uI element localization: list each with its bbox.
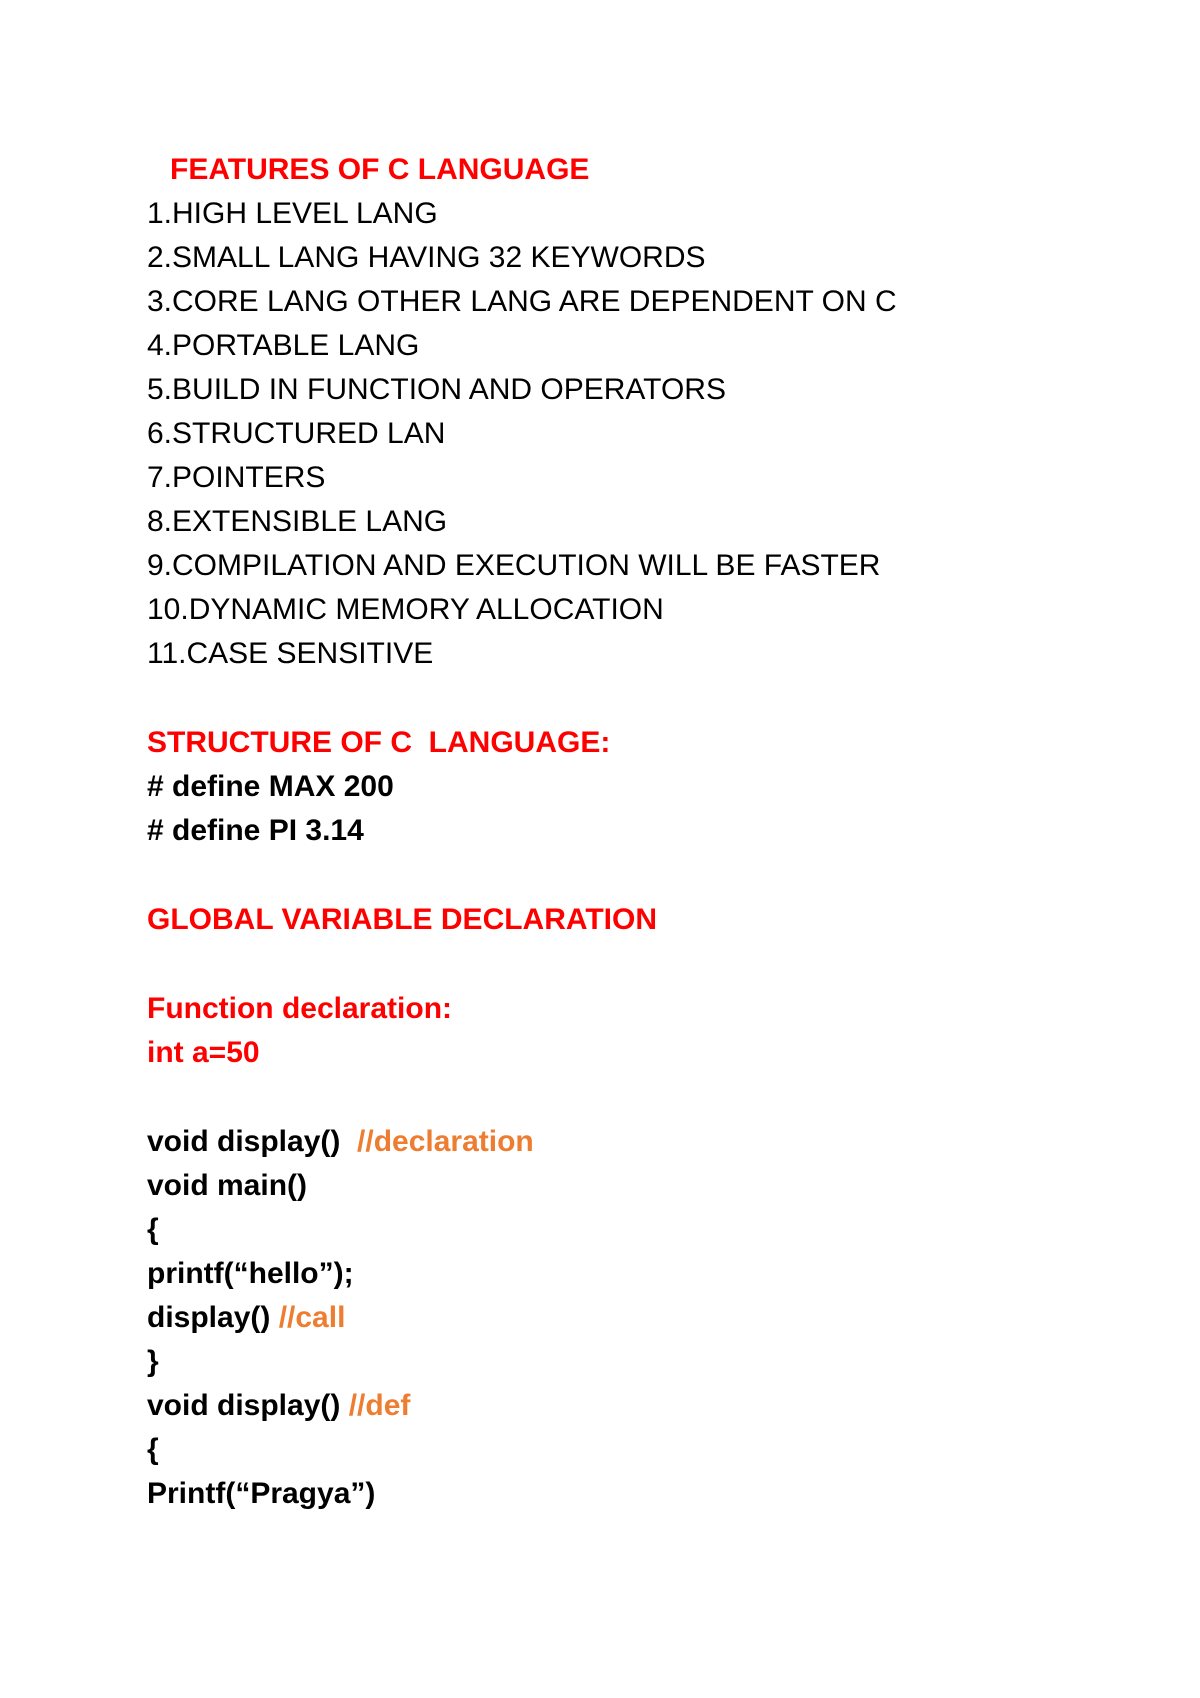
feature-item-3: 3.CORE LANG OTHER LANG ARE DEPENDENT ON C	[147, 285, 897, 318]
code-line-printf-hello: printf(“hello”);	[147, 1257, 354, 1290]
feature-item-4: 4.PORTABLE LANG	[147, 329, 420, 362]
function-declaration-heading: Function declaration:	[147, 992, 453, 1025]
feature-item-2: 2.SMALL LANG HAVING 32 KEYWORDS	[147, 241, 706, 274]
code-text: void display()	[147, 1125, 358, 1158]
code-comment: //declaration	[357, 1125, 534, 1158]
code-comment: //def	[348, 1389, 411, 1422]
code-line-main: void main()	[147, 1169, 308, 1202]
code-comment: //call	[278, 1301, 346, 1334]
define-max-line: # define MAX 200	[147, 770, 394, 803]
feature-item-6: 6.STRUCTURED LAN	[147, 417, 446, 450]
code-line-open-brace-2: {	[147, 1433, 159, 1466]
features-title: FEATURES OF C LANGUAGE	[170, 153, 590, 186]
structure-title: STRUCTURE OF C LANGUAGE:	[147, 726, 611, 759]
code-line-printf-pragya: Printf(“Pragya”)	[147, 1477, 376, 1510]
code-line-close-brace: }	[147, 1345, 159, 1378]
feature-item-9: 9.COMPILATION AND EXECUTION WILL BE FASTER	[147, 549, 881, 582]
feature-item-1: 1.HIGH LEVEL LANG	[147, 197, 438, 230]
global-variable-heading: GLOBAL VARIABLE DECLARATION	[147, 903, 657, 936]
code-text: void display()	[147, 1389, 349, 1422]
feature-item-10: 10.DYNAMIC MEMORY ALLOCATION	[147, 593, 664, 626]
code-text: display()	[147, 1301, 279, 1334]
code-line-display-definition	[147, 1386, 410, 1426]
feature-item-11: 11.CASE SENSITIVE	[147, 637, 434, 670]
code-line-display-declaration	[147, 1122, 534, 1162]
code-line-display-call	[147, 1298, 345, 1338]
feature-item-8: 8.EXTENSIBLE LANG	[147, 505, 448, 538]
define-pi-line: # define PI 3.14	[147, 814, 364, 847]
feature-item-5: 5.BUILD IN FUNCTION AND OPERATORS	[147, 373, 726, 406]
code-line-open-brace: {	[147, 1213, 159, 1246]
int-declaration-line: int a=50	[147, 1036, 260, 1069]
feature-item-7: 7.POINTERS	[147, 461, 326, 494]
